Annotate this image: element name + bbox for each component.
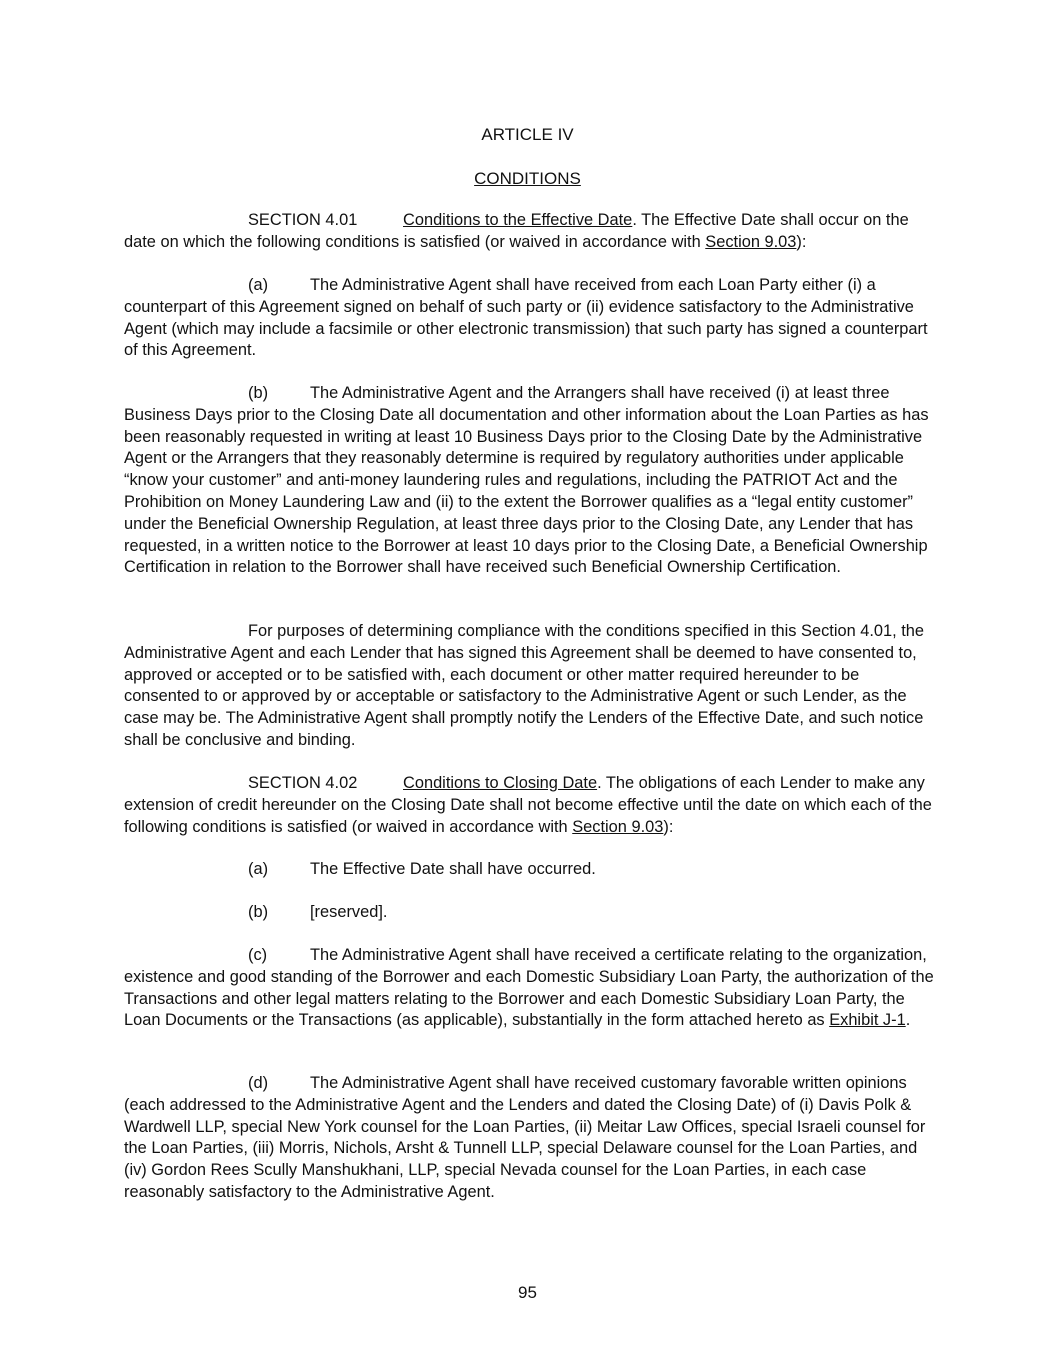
- page-number: 95: [518, 1283, 537, 1302]
- paragraph-text: For purposes of determining compliance with the conditions specified in this Section 4.01, the Administrative Agent and each Lender that has signed this Agreement shall be deemed to have consented to, approved or accepted or to be satisfied with, each document or other matter required hereunder to be consented to or approved by or acceptable or satisfactory to the Administrative Agent or such Lender, as the case may be. The Administrative Agent shall promptly notify the Lenders of the Effective Date, and such notice shall be conclusive and binding.: [124, 622, 925, 749]
- section-4-01-text-end: ):: [796, 232, 807, 251]
- clause-label: (b): [248, 903, 269, 921]
- section-4-02-text-end: ):: [663, 817, 674, 836]
- section-4-02-title: Conditions to Closing Date: [403, 774, 598, 792]
- exhibit-j-1-reference: Exhibit J-1: [829, 1011, 906, 1030]
- article-title-text: CONDITIONS: [474, 169, 581, 188]
- clause-label: (c): [248, 946, 268, 964]
- section-4-01-intro: [124, 210, 936, 254]
- clause-4-02-b: [248, 902, 387, 924]
- clause-text: [reserved].: [310, 903, 388, 921]
- clause-text: The Administrative Agent shall have received customary favorable written opinions (each addressed to the Administrative Agent and the Lenders and dated the Closing Date) of (i) Davis Polk & Wardwell LLP, special New York counsel for the Loan Parties, (ii) Meitar Law Offices, special Israeli counsel for the Loan Parties, (iii) Morris, Nichols, Arsht & Tunnell LLP, special Delaware counsel for the Loan Parties, and (iv) Gordon Rees Scully Manshukhani, LLP, special Nevada counsel for the Loan Parties, in each case reasonably satisfactory to the Administrative Agent.: [124, 1074, 926, 1201]
- section-4-02-text: . The obligations of each Lender to make any extension of credit hereunder on the Closing Date shall not become effective until the date on which each of the following conditions is satisfied (or waived in accordance with: [124, 774, 932, 836]
- article-heading: ARTICLE IV: [481, 125, 574, 144]
- clause-4-02-c: [124, 945, 936, 1032]
- clause-4-01-b: [124, 383, 936, 579]
- clause-label: (d): [248, 1074, 269, 1092]
- clause-text: The Administrative Agent and the Arrangers shall have received (i) at least three Business Days prior to the Closing Date all documentation and other information about the Loan Parties as has been reasonably requested in writing at least 10 Business Days prior to the Closing Date by the Administrative Agent or the Arrangers that they reasonably determine is required by regulatory authorities under applicable “know your customer” and anti-money laundering rules and regulations, including the PATRIOT Act and the Prohibition on Money Laundering Law and (ii) to the extent the Borrower qualifies as a “legal entity customer” under the Beneficial Ownership Regulation, at least three days prior to the Closing Date, any Lender that has requested, in a written notice to the Borrower at least 10 days prior to the Closing Date, a Beneficial Ownership Certification in relation to the Borrower shall have received such Beneficial Ownership Certification.: [124, 384, 929, 577]
- clause-4-02-a: [248, 859, 596, 881]
- clause-text-end: .: [905, 1011, 911, 1030]
- clause-label: (b): [248, 384, 269, 402]
- clause-4-01-a: [124, 275, 936, 362]
- section-4-01-title: Conditions to the Effective Date: [403, 211, 633, 229]
- section-4-02-number: SECTION 4.02: [248, 774, 358, 792]
- clause-text: The Effective Date shall have occurred.: [310, 860, 596, 878]
- clause-4-02-d: [124, 1073, 936, 1204]
- section-4-01-text: . The Effective Date shall occur on the date on which the following conditions is satisfied (or waived in accordance with: [124, 211, 909, 251]
- section-9-03-reference: Section 9.03: [572, 817, 664, 836]
- section-4-01-number: SECTION 4.01: [248, 211, 358, 229]
- purposes-paragraph: [124, 621, 936, 752]
- clause-label: (a): [248, 276, 269, 294]
- clause-text: The Administrative Agent shall have received a certificate relating to the organization, existence and good standing of the Borrower and each Domestic Subsidiary Loan Party, the authorization of the Transactions and other legal matters relating to the Borrower and each Domestic Subsidiary Loan Party, the Loan Documents or the Transactions (as applicable), substantially in the form attached hereto as: [124, 946, 934, 1030]
- clause-text: The Administrative Agent shall have received from each Loan Party either (i) a counterpart of this Agreement signed on behalf of such party or (ii) evidence satisfactory to the Administrative Agent (which may include a facsimile or other electronic transmission) that such party has signed a counterpart of this Agreement.: [124, 276, 928, 360]
- clause-label: (a): [248, 860, 269, 878]
- article-title: [0, 168, 1055, 190]
- section-4-02-intro: [124, 773, 936, 838]
- section-9-03-reference: Section 9.03: [705, 232, 797, 251]
